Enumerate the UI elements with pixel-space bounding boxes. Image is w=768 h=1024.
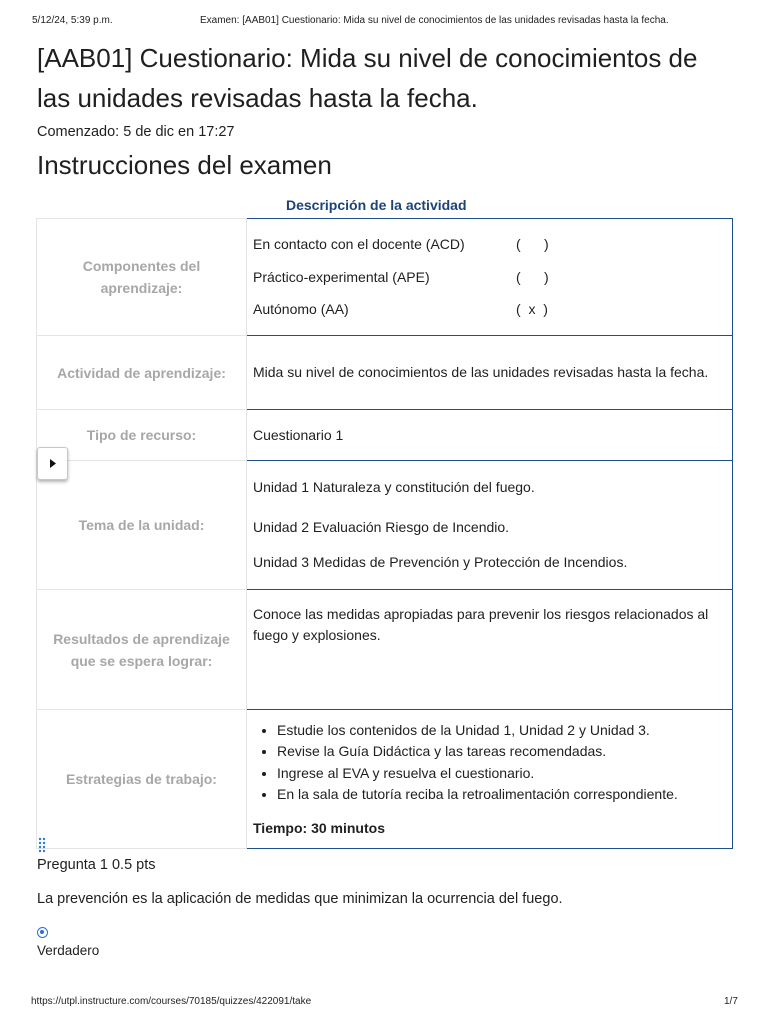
table-row <box>37 590 733 710</box>
component-name: En contacto con el docente (ACD) <box>253 236 465 253</box>
quiz-title: [AAB01] Cuestionario: Mida su nivel de conocimientos de las unidades revisadas hasta la fecha. <box>37 43 698 113</box>
drag-dots-icon <box>38 837 46 853</box>
component-mark: ( ) <box>516 268 549 285</box>
drag-handle-icon[interactable] <box>38 837 48 853</box>
activity-value: Mida su nivel de conocimientos de las unidades revisadas hasta la fecha. <box>253 364 709 380</box>
instructions-heading: Instrucciones del examen <box>37 150 332 180</box>
footer-page-number: 1/7 <box>724 996 738 1007</box>
unit-item: Unidad 3 Medidas de Prevención y Protección de Incendios. <box>253 554 628 570</box>
resource-label-cell <box>37 410 247 461</box>
resource-value: Cuestionario 1 <box>253 426 344 443</box>
list-item: • En la sala de tutoría reciba la retroalimentación correspondiente. <box>277 784 724 806</box>
activity-value-cell <box>247 336 733 410</box>
resource-label: Tipo de recurso: <box>86 427 197 443</box>
expand-button[interactable] <box>37 447 68 480</box>
answer-option-label[interactable]: Verdadero <box>37 943 100 958</box>
component-mark: ( ) <box>516 236 549 253</box>
component-name: Autónomo (AA) <box>253 301 349 318</box>
table-row <box>37 219 733 336</box>
results-label: Resultados de aprendizaje que se espera lograr: <box>53 630 230 669</box>
table-row <box>37 461 733 590</box>
activity-description-heading: Descripción de la actividad <box>286 197 467 213</box>
unit-label: Tema de la unidad: <box>78 517 205 533</box>
strategies-label-cell <box>37 710 247 849</box>
component-mark: ( x ) <box>516 301 548 318</box>
components-value-cell <box>247 219 733 336</box>
time-limit: Tiempo: 30 minutos <box>253 819 385 836</box>
print-page-title: Examen: [AAB01] Cuestionario: Mida su nivel de conocimientos de las unidades revisadas hasta la fecha. <box>200 15 669 26</box>
table-row <box>37 410 733 461</box>
question-text: La prevención es la aplicación de medidas que minimizan la ocurrencia del fuego. <box>37 891 563 907</box>
activity-label: Actividad de aprendizaje: <box>57 364 226 381</box>
list-item: • Revise la Guía Didáctica y las tareas recomendadas. <box>277 741 724 763</box>
play-triangle-icon <box>49 459 57 468</box>
strategies-value-cell <box>247 710 733 849</box>
unit-item: Unidad 2 Evaluación Riesgo de Incendio. <box>253 519 510 535</box>
component-item <box>253 228 724 261</box>
footer-url: https://utpl.instructure.com/courses/70185/quizzes/422091/take <box>31 996 312 1007</box>
print-timestamp: 5/12/24, 5:39 p.m. <box>32 15 113 26</box>
results-value-cell <box>247 590 733 710</box>
list-item: • Estudie los contenidos de la Unidad 1, Unidad 2 y Unidad 3. <box>277 720 724 742</box>
resource-value-cell <box>247 410 733 461</box>
table-row <box>37 336 733 410</box>
unit-label-cell <box>37 461 247 590</box>
question-header: Pregunta 1 0.5 pts <box>37 857 156 873</box>
strategies-list <box>253 720 724 806</box>
activity-table <box>36 218 733 849</box>
components-label: Componentes del aprendizaje: <box>82 258 201 296</box>
list-item: • Ingrese al EVA y resuelva el cuestionario. <box>277 763 724 785</box>
activity-label-cell <box>37 336 247 410</box>
unit-value-cell <box>247 461 733 590</box>
components-label-cell <box>37 219 247 336</box>
results-label-cell <box>37 590 247 710</box>
radio-selected-icon[interactable] <box>37 927 48 938</box>
component-name: Práctico-experimental (APE) <box>253 268 430 285</box>
results-value: Conoce las medidas apropiadas para prevenir los riesgos relacionados al fuego y explosiones. <box>253 606 709 643</box>
component-item <box>253 293 724 326</box>
component-item <box>253 261 724 294</box>
quiz-started-date: Comenzado: 5 de dic en 17:27 <box>37 124 235 140</box>
table-row <box>37 710 733 849</box>
strategies-label: Estrategias de trabajo: <box>66 771 217 787</box>
unit-item: Unidad 1 Naturaleza y constitución del fuego. <box>253 479 535 495</box>
